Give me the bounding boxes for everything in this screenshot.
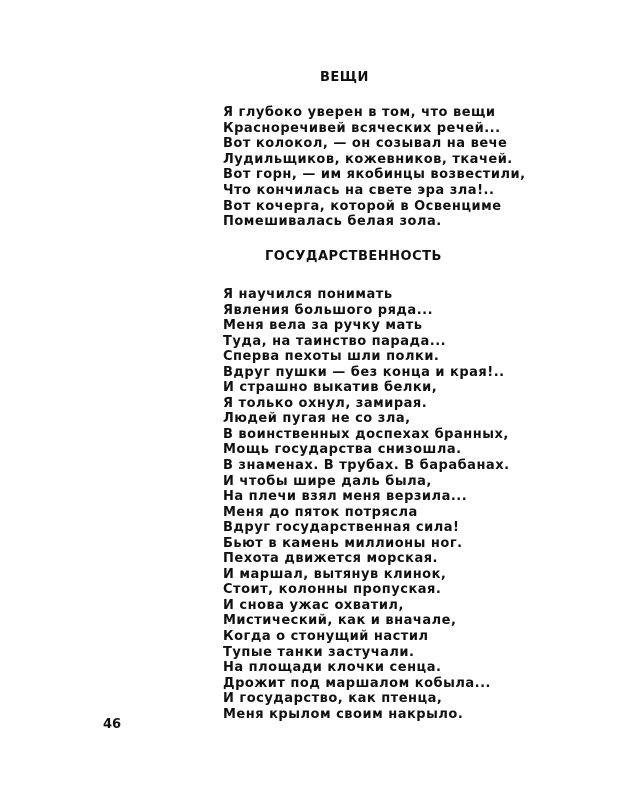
poem-line: На площади клочки сенца.	[223, 660, 442, 676]
poem-line: Мистический, как и вначале,	[223, 613, 457, 629]
poem-line: В воинственных доспехах бранных,	[223, 426, 509, 442]
poem-line: Я глубоко уверен в том, что вещи	[223, 105, 496, 120]
poem-line: Туда, на таинство парада...	[223, 333, 447, 349]
poem-line: Я научился понимать	[223, 287, 393, 302]
poem-line: Стоит, колонны пропуская.	[223, 582, 442, 598]
poem-line: Тупые танки застучали.	[223, 644, 415, 660]
poem-line: Вдруг государственная сила!	[223, 520, 460, 536]
poem-line: И страшно выкатив белки,	[223, 380, 438, 396]
poem-line: Когда о стонущий настил	[223, 629, 429, 645]
poem-line: Меня вела за ручку мать	[223, 318, 423, 334]
poem-line: Вот горн, — им якобинцы возвестили,	[223, 167, 526, 183]
poem-line: На плечи взял меня верзила...	[223, 489, 468, 505]
poem-line: Дрожит под маршалом кобыла...	[223, 675, 491, 691]
poem-line: Мощь государства снизошла.	[223, 442, 462, 458]
poem-line: Вот колокол, — он созывал на вече	[223, 136, 508, 152]
poem-line: И маршал, вытянув клинок,	[223, 566, 447, 582]
poem-line: Пехота движется морская.	[223, 551, 438, 567]
poem-line: В знаменах. В трубах. В барабанах.	[223, 458, 510, 474]
poem-line: И чтобы шире даль была,	[223, 473, 432, 489]
poem-line: Сперва пехоты шли полки.	[223, 349, 440, 365]
poem-line: Красноречивей всяческих речей...	[223, 120, 501, 136]
page-number: 46	[103, 717, 122, 732]
poem-veshchi	[223, 105, 526, 230]
poem-line: Людей пугая не со зла,	[223, 411, 411, 427]
poem-title-veshchi: ВЕЩИ	[320, 70, 369, 85]
poem-line: Лудильщиков, кожевников, ткачей.	[223, 151, 513, 167]
poem-line: Явления большого ряда...	[223, 302, 434, 318]
poem-line: Меня до пяток потрясла	[223, 504, 418, 520]
poem-gosudarstvennost	[223, 287, 510, 722]
poem-line: Что кончилась на свете эра зла!..	[223, 182, 495, 198]
poem-line: И снова ужас охватил,	[223, 597, 404, 613]
poem-line: И государство, как птенца,	[223, 691, 443, 707]
poem-title-gosudarstvennost: ГОСУДАРСТВЕННОСТЬ	[265, 249, 442, 264]
poem-line: Бьют в камень миллионы ног.	[223, 535, 463, 551]
poem-line: Я только охнул, замирая.	[223, 395, 428, 411]
poem-line: Меня крылом своим накрыло.	[223, 706, 464, 722]
poem-line: Вот кочерга, которой в Освенциме	[223, 198, 502, 214]
poem-line: Помешивалась белая зола.	[223, 214, 442, 230]
poem-line: Вдруг пушки — без конца и края!..	[223, 364, 505, 380]
